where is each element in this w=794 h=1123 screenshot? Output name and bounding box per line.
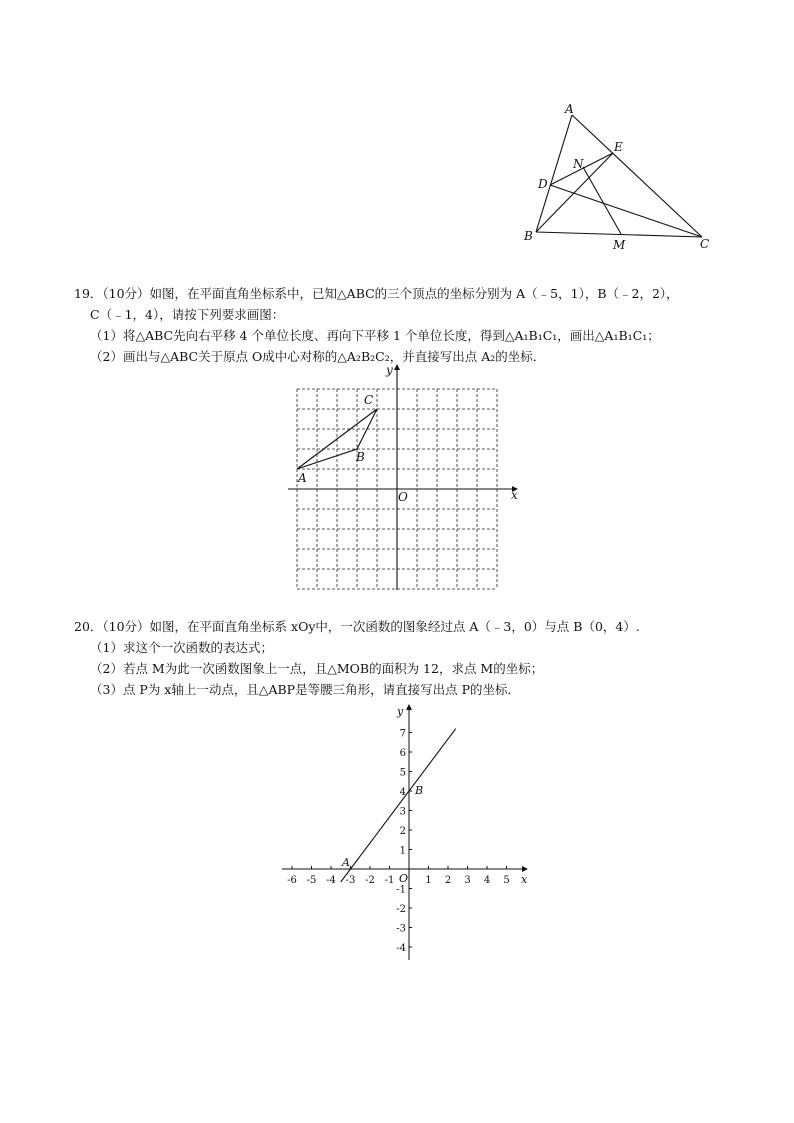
segment-DC <box>550 185 702 237</box>
label-C: C <box>700 237 710 251</box>
coordinate-grid-19 <box>280 362 525 597</box>
axis-label-x: x <box>511 488 518 502</box>
label-A: A <box>298 471 307 485</box>
axis-label-y: y <box>386 363 393 377</box>
x-tick-label: 5 <box>503 875 510 886</box>
y-tick-label: 7 <box>399 728 406 740</box>
segment-BC <box>536 232 702 237</box>
q20-line2: （1）求这个一次函数的表达式； <box>90 640 273 655</box>
q20-line3: （2）若点 M为此一次函数图象上一点，且△MOB的面积为 12，求点 M的坐标； <box>90 661 544 676</box>
label-C: C <box>364 393 374 407</box>
origin-label: O <box>399 872 409 885</box>
y-tick-label: 4 <box>399 787 406 798</box>
x-tick-label: 1 <box>425 875 432 886</box>
coordinate-plane-20 <box>272 700 542 965</box>
axis-label-y: y <box>397 705 404 718</box>
y-tick-label: -4 <box>396 943 406 954</box>
axis-ticks <box>287 729 510 955</box>
y-tick-label: -1 <box>396 884 406 896</box>
label-B: B <box>524 229 533 243</box>
y-tick-label: 1 <box>399 845 406 857</box>
x-tick-label: -3 <box>345 875 356 886</box>
x-tick-label: -4 <box>326 875 336 886</box>
origin-label: O <box>398 490 408 504</box>
label-A: A <box>342 856 350 869</box>
function-line <box>341 729 456 882</box>
x-tick-label: 3 <box>464 875 471 886</box>
label-M: M <box>613 238 626 252</box>
x-tick-label: -2 <box>365 875 375 886</box>
label-B: B <box>415 784 424 797</box>
label-E: E <box>614 140 623 154</box>
y-axis-arrow <box>406 704 412 710</box>
q19-line3: （1）将△ABC先向右平移 4 个单位长度、再向下平移 1 个单位长度，得到△A₁B₁C₁，画出△A₁B₁C₁； <box>90 328 660 343</box>
y-axis-arrow <box>394 364 400 370</box>
label-B: B <box>356 450 365 464</box>
x-axis-arrow <box>522 866 528 872</box>
q20-line4: （3）点 P为 x轴上一动点，且△ABP是等腰三角形，请直接写出点 P的坐标． <box>90 682 520 697</box>
y-tick-label: -3 <box>396 923 406 935</box>
q19-line2: C（﹣1，4），请按下列要求画图： <box>90 307 285 322</box>
q19-line1: 19．（10分）如图，在平面直角坐标系中，已知△ABC的三个顶点的坐标分别为 A（﹣5，1），B（﹣2，2）， <box>74 286 679 301</box>
x-tick-label: 4 <box>483 875 491 886</box>
y-tick-label: 5 <box>399 767 406 779</box>
x-tick-label: -5 <box>306 875 317 886</box>
segment-NM <box>583 167 621 234</box>
axis-label-x: x <box>521 873 528 886</box>
label-N: N <box>573 157 584 171</box>
x-tick-label: -1 <box>384 875 395 886</box>
x-tick-label: -6 <box>287 875 297 886</box>
label-A: A <box>565 102 574 116</box>
segment-AB <box>536 115 572 232</box>
triangle-figure-18 <box>505 95 735 260</box>
label-D: D <box>538 177 548 191</box>
y-tick-label: 6 <box>399 748 406 759</box>
q19-line4: （2）画出与△ABC关于原点 O成中心对称的△A₂B₂C₂，并直接写出点 A₂的坐标． <box>90 349 546 364</box>
y-tick-label: -2 <box>396 904 406 915</box>
segment-AC <box>572 115 702 237</box>
q20-line1: 20．（10分）如图，在平面直角坐标系 xOy中，一次函数的图象经过点 A（﹣3，0）与点 B（0，4）. <box>74 619 640 634</box>
x-tick-label: 2 <box>444 875 452 886</box>
y-tick-label: 3 <box>399 806 406 818</box>
y-tick-label: 2 <box>399 826 406 837</box>
